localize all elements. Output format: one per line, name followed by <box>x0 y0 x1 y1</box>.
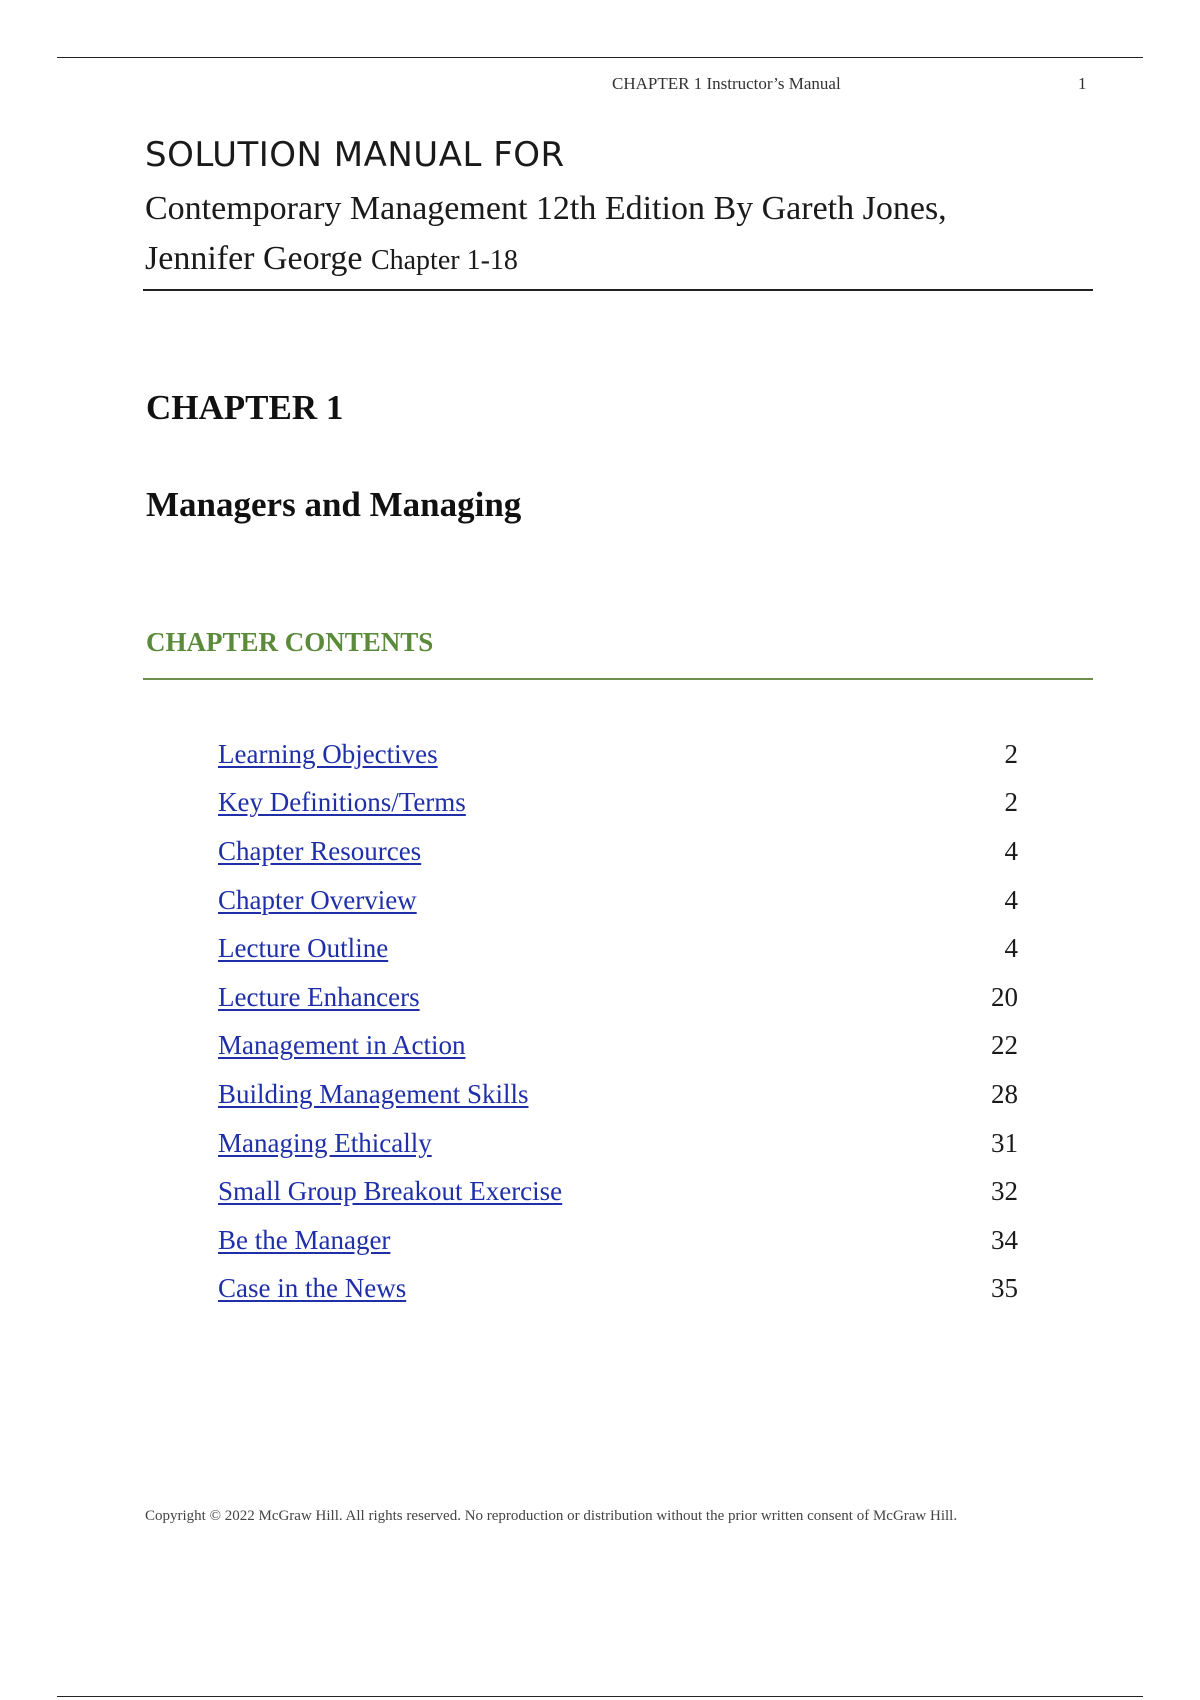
toc-link-management-in-action[interactable]: Management in Action <box>218 1030 466 1061</box>
toc-page-number: 4 <box>1004 884 1018 915</box>
toc-row-be-the-manager <box>218 1216 1018 1265</box>
toc-link-case-in-the-news[interactable]: Case in the News <box>218 1273 407 1304</box>
toc-row-learning-objectives <box>218 730 1018 779</box>
toc-link-key-definitions[interactable]: Key Definitions/Terms <box>218 787 466 818</box>
bottom-rule <box>57 1696 1143 1697</box>
contents-heading: CHAPTER CONTENTS <box>146 627 434 657</box>
toc-link-lecture-outline[interactable]: Lecture Outline <box>218 933 389 964</box>
toc-row-chapter-resources <box>218 827 1018 876</box>
toc-link-chapter-overview[interactable]: Chapter Overview <box>218 884 417 915</box>
toc-link-be-the-manager[interactable]: Be the Manager <box>218 1224 391 1255</box>
toc-link-building-management-skills[interactable]: Building Management Skills <box>218 1078 529 1109</box>
toc-row-building-management-skills <box>218 1070 1018 1119</box>
toc-row-lecture-outline <box>218 924 1018 973</box>
book-title-line-2 <box>145 240 518 278</box>
toc-row-lecture-enhancers <box>218 973 1018 1022</box>
toc-row-managing-ethically <box>218 1119 1018 1168</box>
chapter-title: Managers and Managing <box>146 485 522 524</box>
toc-row-management-in-action <box>218 1022 1018 1071</box>
toc-page-number: 2 <box>1004 787 1018 818</box>
contents-divider <box>143 678 1093 680</box>
toc-row-key-definitions <box>218 779 1018 828</box>
page-number: 1 <box>1078 74 1087 93</box>
toc-page-number: 2 <box>1004 738 1018 769</box>
toc-link-small-group-breakout[interactable]: Small Group Breakout Exercise <box>218 1176 563 1207</box>
toc-link-managing-ethically[interactable]: Managing Ethically <box>218 1127 432 1158</box>
running-header: CHAPTER 1 Instructor’s Manual <box>612 74 841 93</box>
toc-page-number: 4 <box>1004 933 1018 964</box>
toc-page-number: 20 <box>991 981 1018 1012</box>
toc-row-chapter-overview <box>218 876 1018 925</box>
book-title-line-1: Contemporary Management 12th Edition By Gareth Jones, <box>145 190 947 227</box>
chapter-range: Chapter 1-18 <box>370 245 518 276</box>
toc-link-learning-objectives[interactable]: Learning Objectives <box>218 738 438 769</box>
chapter-label: CHAPTER 1 <box>146 388 344 427</box>
top-rule <box>57 57 1143 58</box>
toc-link-lecture-enhancers[interactable]: Lecture Enhancers <box>218 981 420 1012</box>
toc-row-case-in-the-news <box>218 1265 1018 1314</box>
toc-page-number: 34 <box>991 1224 1018 1255</box>
toc-link-chapter-resources[interactable]: Chapter Resources <box>218 835 422 866</box>
toc-page-number: 4 <box>1004 835 1018 866</box>
solution-manual-title: SOLUTION MANUAL FOR <box>145 135 565 175</box>
copyright-notice: Copyright © 2022 McGraw Hill. All rights reserved. No reproduction or distribution without the prior written consent of McGraw Hill. <box>145 1508 958 1524</box>
toc-page-number: 35 <box>991 1273 1018 1304</box>
title-divider <box>143 289 1093 291</box>
toc-page-number: 22 <box>991 1030 1018 1061</box>
toc-page-number: 31 <box>991 1127 1018 1158</box>
toc-page-number: 32 <box>991 1176 1018 1207</box>
table-of-contents <box>218 730 1018 1313</box>
book-authors-end: Jennifer George <box>145 240 363 277</box>
toc-row-small-group-breakout <box>218 1167 1018 1216</box>
toc-page-number: 28 <box>991 1078 1018 1109</box>
